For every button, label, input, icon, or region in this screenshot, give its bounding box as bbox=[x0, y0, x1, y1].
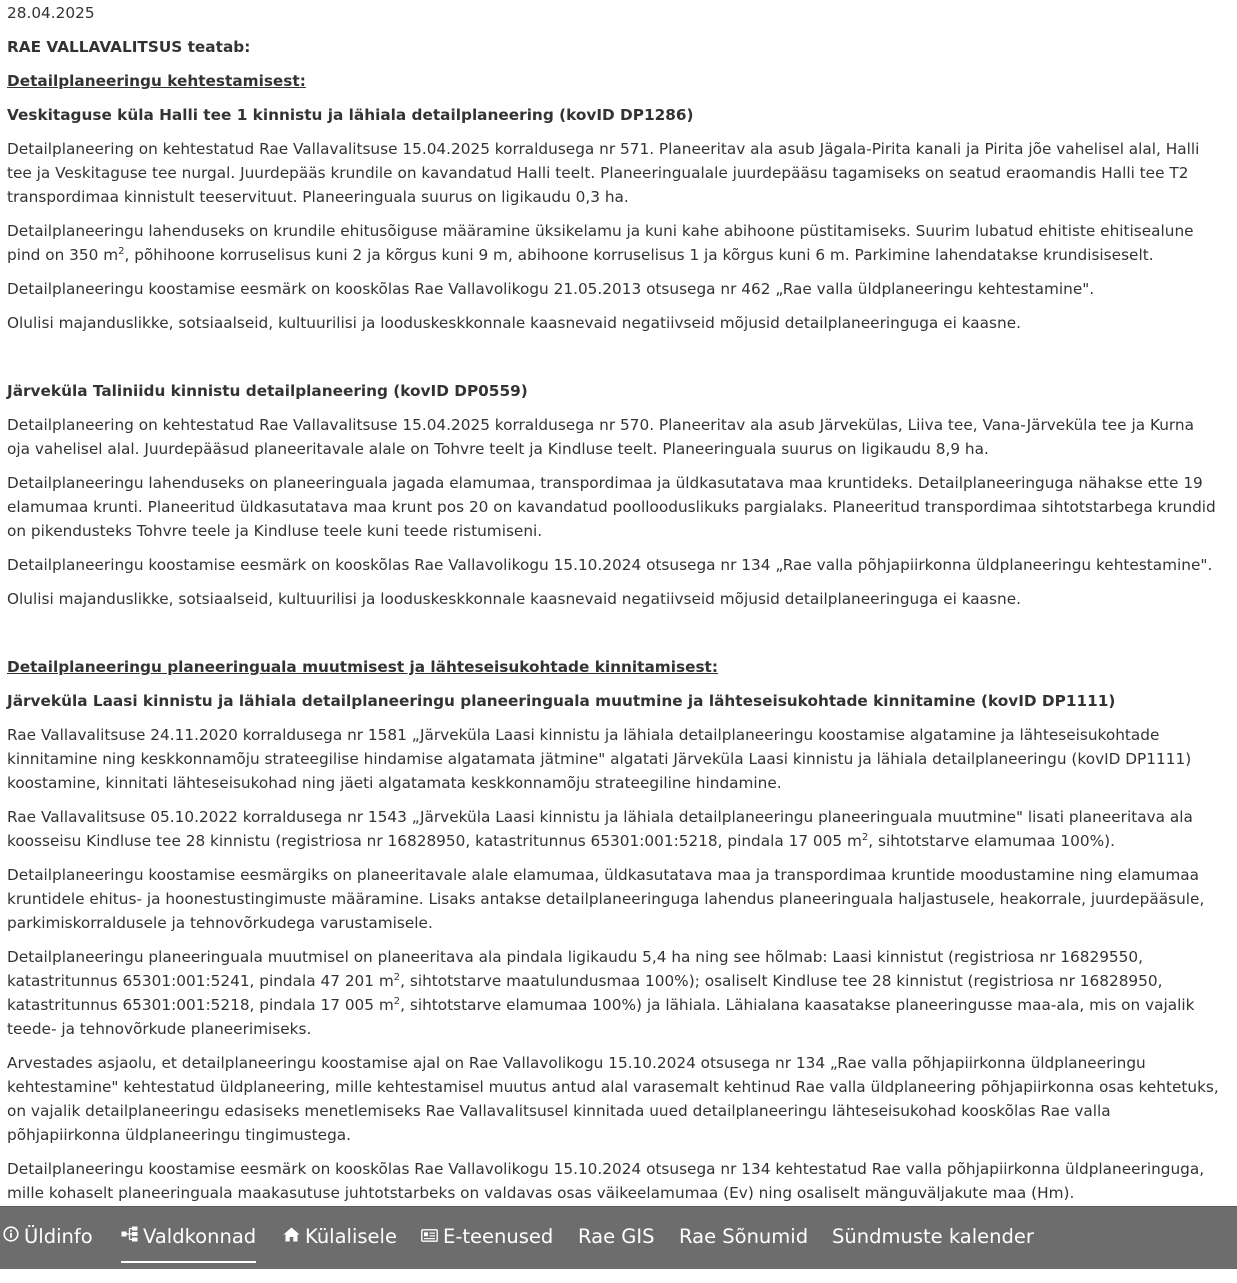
paragraph: Arvestades asjaolu, et detailplaneeringu koostamise ajal on Rae Vallavolikogu 15.10.2024 otsusega nr 134 „Rae valla põhjapiirkonna üldplaneeringu kehtestamine" kehtestatud üldplaneering, mille kehtestamisel muutus antud alal varasemalt kehtinud Rae valla üldplaneering põhjapiirkonna osas kehtetuks, on vajalik detailplaneeringu edasiseks menetlemiseks Rae Vallavalitsusel kinnitada uued detailplaneeringu lähteseisukohad kooskõlas Rae valla põhjapiirkonna üldplaneeringu tingimustega. bbox=[7, 1054, 1219, 1144]
announcer: RAE VALLAVALITSUS teatab: bbox=[7, 38, 251, 56]
paragraph: Rae Vallavalitsuse 05.10.2022 korraldusega nr 1543 „Järveküla Laasi kinnistu ja lähiala detailplaneeringu planeeringuala muutmine" lisati planeeritava ala koosseisu Kindluse tee 28 kinnistu (registriosa nr 16828950, katastritunnus 65301:001:5218, pindala 17 005 $m^2$, sihtotstarve elamumaa 100%). bbox=[7, 808, 1193, 850]
nav-item-kulalisele[interactable] bbox=[283, 1207, 397, 1269]
nav-item-label: E-teenused bbox=[443, 1225, 554, 1248]
nav-item-rae-sonumid[interactable] bbox=[679, 1207, 808, 1269]
nav-item-e-teenused[interactable] bbox=[421, 1207, 553, 1269]
nav-item-rae-gis[interactable] bbox=[578, 1207, 655, 1269]
paragraph: Detailplaneeringu lahenduseks on krundile ehitusõiguse määramine üksikelamu ja kuni kahe abihoone püstitamiseks. Suurim lubatud ehitiste ehitisealune pind on 350 $m^2$, põhihoone korruselisus kuni 2 ja kõrgus kuni 9 m, abihoone korruselisus 1 ja kõrgus kuni 6 m. Parkimine lahendatakse krundisiseselt. bbox=[7, 222, 1194, 264]
sitemap-icon bbox=[121, 1206, 138, 1266]
nav-item-label: Valdkonnad bbox=[143, 1225, 257, 1248]
paragraph: Detailplaneeringu lahenduseks on planeeringuala jagada elamumaa, transpordimaa ja üldkasutatava maa kruntideks. Detailplaneeringuga nähakse ette 19 elamumaa krunti. Planeeritud üldkasutatava maa krunt pos 20 on kavandatud poollooduslikuks pargialaks. Planeeritud transpordimaa sihtotstarbega krundid on pikendusteks Tohvre teele ja Kindluse teele kuni teede ristumiseni. bbox=[7, 474, 1216, 540]
spacer bbox=[7, 345, 1219, 379]
spacer bbox=[7, 621, 1219, 655]
paragraph: Detailplaneering on kehtestatud Rae Vallavalitsuse 15.04.2025 korraldusega nr 571. Planeeritav ala asub Jägala-Pirita kanali ja Pirita jõe vahelisel alal, Halli tee ja Veskitaguse tee nurgal. Juurdepääs krundile on kavandatud Halli teelt. Planeeringualale juurdepääsu tagamiseks on seatud eraomandis Halli tee T2 transpordimaa kinnistult teeservituut. Planeeringuala suurus on ligikaudu 0,3 ha. bbox=[7, 140, 1200, 206]
plan-title-taliniidu: Järveküla Taliniidu kinnistu detailplaneering (kovID DP0559) bbox=[7, 382, 528, 400]
paragraph: Olulisi majanduslikke, sotsiaalseid, kultuurilisi ja looduskeskkonnale kaasnevaid negatiivseid mõjusid detailplaneeringuga ei kaasne. bbox=[7, 590, 1021, 608]
nav-item-valdkonnad[interactable] bbox=[121, 1207, 256, 1269]
bottom-navigation bbox=[0, 1206, 1237, 1269]
plan-title-laasi: Järveküla Laasi kinnistu ja lähiala detailplaneeringu planeeringuala muutmine ja lähteseisukohtade kinnitamine (kovID DP1111) bbox=[7, 692, 1116, 710]
nav-item-sundmuste-kalender[interactable] bbox=[832, 1207, 1034, 1269]
paragraph: Detailplaneeringu koostamise eesmärk on kooskõlas Rae Vallavolikogu 21.05.2013 otsusega nr 462 „Rae valla üldplaneeringu kehtestamine". bbox=[7, 280, 1095, 298]
article bbox=[7, 0, 1219, 1215]
id-card-icon bbox=[421, 1206, 438, 1266]
nav-item-label: Külalisele bbox=[305, 1225, 397, 1248]
nav-item-label: Rae Sõnumid bbox=[679, 1225, 809, 1248]
paragraph: Olulisi majanduslikke, sotsiaalseid, kultuurilisi ja looduskeskkonnale kaasnevaid negatiivseid mõjusid detailplaneeringuga ei kaasne. bbox=[7, 314, 1021, 332]
home-icon bbox=[283, 1206, 300, 1266]
paragraph: Detailplaneeringu koostamise eesmärgiks on planeeritavale alale elamumaa, üldkasutatava maa ja transpordimaa kruntide moodustamine ning elamumaa kruntidele ehitus- ja hoonestustingimuste määramine. Lisaks antakse detailplaneeringuga lahendus planeeringuala haljastusele, heakorrale, juurdepääsule, parkimiskorraldusele ja tehnovõrkudega varustamisele. bbox=[7, 866, 1205, 932]
nav-item-uldinfo[interactable] bbox=[3, 1207, 93, 1269]
paragraph: Detailplaneeringu planeeringuala muutmisel on planeeritava ala pindala ligikaudu 5,4 ha ning see hõlmab: Laasi kinnistut (registriosa nr 16829550, katastritunnus 65301:001:5241, pindala 47 201 $m^2$, sihtotstarve maatulundusmaa 100%); osaliselt Kindluse tee 28 kinnistut (registriosa nr 16828950, katastritunnus 65301:001:5218, pindala 17 005 $m^2$, sihtotstarve elamumaa 100%) ja lähiala. Lähialana kaasatakse planeeringusse maa-ala, mis on vajalik teede- ja tehnovõrkude planeerimiseks. bbox=[7, 948, 1195, 1038]
paragraph: Detailplaneeringu koostamise eesmärk on kooskõlas Rae Vallavolikogu 15.10.2024 otsusega nr 134 kehtestatud Rae valla põhjapiirkonna üldplaneeringuga, mille kohaselt planeeringuala maakasutuse juhtotstarbeks on valdavas osas väikeelamumaa (Ev) ning osaliselt mänguväljakute maa (Hm). bbox=[7, 1160, 1205, 1202]
paragraph: Rae Vallavalitsuse 24.11.2020 korraldusega nr 1581 „Järveküla Laasi kinnistu ja lähiala detailplaneeringu koostamise algatamine ja lähteseisukohtade kinnitamine ning keskkonnamõju strateegilise hindamise algatamata jätmine" algatati Järveküla Laasi kinnistu ja lähiala detailplaneeringu (kovID DP1111) koostamine, kinnitati lähteseisukohad ning jäeti algatamata keskkonnamõju strateegiline hindamine. bbox=[7, 726, 1192, 792]
plan-title-halli-tee: Veskitaguse küla Halli tee 1 kinnistu ja lähiala detailplaneering (kovID DP1286) bbox=[7, 106, 694, 124]
publish-date: 28.04.2025 bbox=[7, 4, 95, 22]
active-indicator bbox=[121, 1261, 256, 1263]
paragraph: Detailplaneeringu koostamise eesmärk on kooskõlas Rae Vallavolikogu 15.10.2024 otsusega nr 134 „Rae valla põhjapiirkonna üldplaneeringu kehtestamine". bbox=[7, 556, 1213, 574]
section-heading-kehtestamine: Detailplaneeringu kehtestamisest: bbox=[7, 72, 306, 90]
paragraph: Detailplaneering on kehtestatud Rae Vallavalitsuse 15.04.2025 korraldusega nr 570. Planeeritav ala asub Järvekülas, Liiva tee, Vana-Järveküla tee ja Kurna oja vahelisel alal. Juurdepääsud planeeritavale alale on Tohvre teelt ja Kindluse teelt. Planeeringuala suurus on ligikaudu 8,9 ha. bbox=[7, 416, 1194, 458]
section-heading-muutmine: Detailplaneeringu planeeringuala muutmisest ja lähteseisukohtade kinnitamisest: bbox=[7, 658, 718, 676]
nav-item-label: Rae GIS bbox=[578, 1225, 655, 1248]
nav-item-label: Üldinfo bbox=[24, 1225, 93, 1248]
info-circle-icon bbox=[3, 1206, 19, 1266]
nav-item-label: Sündmuste kalender bbox=[832, 1225, 1034, 1248]
